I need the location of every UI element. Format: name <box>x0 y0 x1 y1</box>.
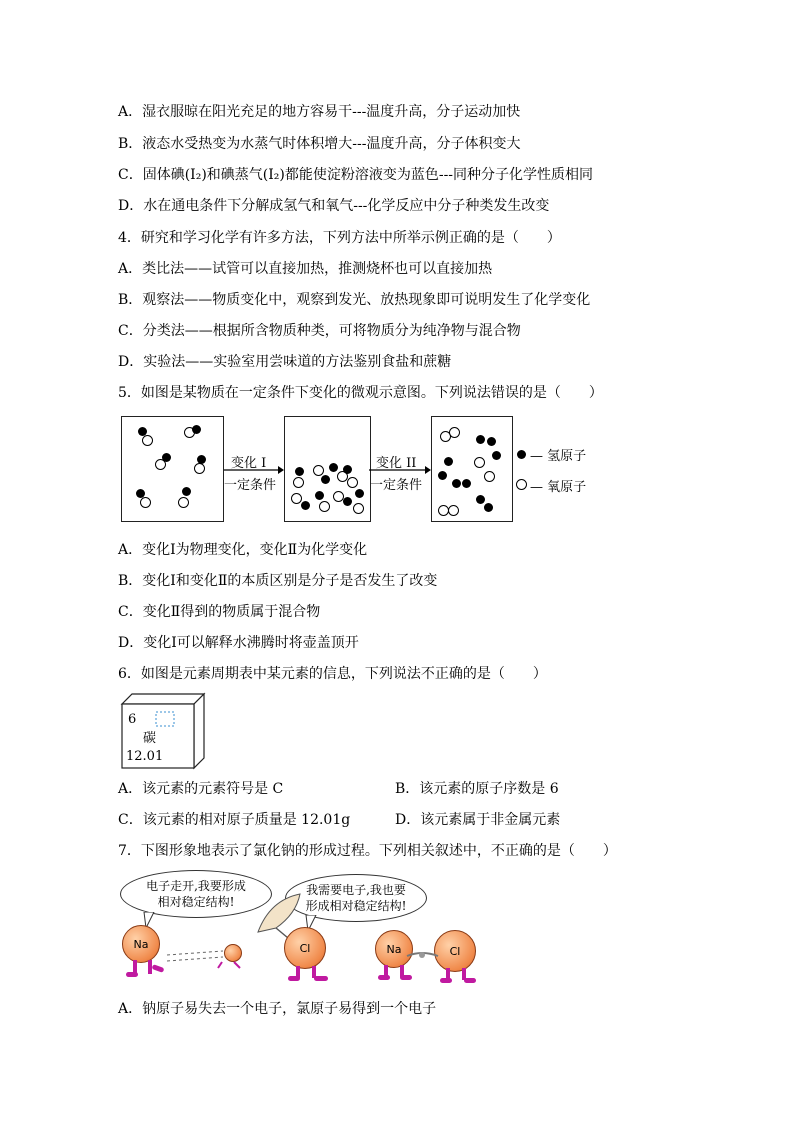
q3-option-a: A．湿衣服晾在阳光充足的地方容易干---温度升高，分子运动加快 <box>118 104 521 120</box>
q5-stem: 5．如图是某物质在一定条件下变化的微观示意图。下列说法错误的是（ ） <box>118 385 603 401</box>
q5-option-d: D．变化Ⅰ可以解释水沸腾时将壶盖顶开 <box>118 635 359 651</box>
q3-option-b: B．液态水受热变为水蒸气时体积增大---温度升高，分子体积变大 <box>118 136 521 152</box>
q4-option-c: C．分类法——根据所含物质种类，可将物质分为纯净物与混合物 <box>118 323 521 339</box>
q6-option-c: C．该元素的相对原子质量是 12.01g <box>118 812 351 828</box>
atomic-number: 6 <box>128 712 137 727</box>
arrow-2-bottom-label: 一定条件 <box>370 478 423 493</box>
chloride-ion-figure: Cl <box>434 930 476 972</box>
legend-hydrogen: — 氢原子 <box>530 449 587 464</box>
q7-option-a: A．钠原子易失去一个电子，氯原子易得到一个电子 <box>118 1001 437 1017</box>
element-name: 碳 <box>143 731 157 746</box>
arrow-2-top-label: 变化 II <box>376 456 417 471</box>
state-box-2 <box>284 416 371 522</box>
q4-option-a: A．类比法——试管可以直接加热，推测烧杯也可以直接加热 <box>118 261 493 277</box>
chlorine-atom-figure: Cl <box>284 927 326 969</box>
q6-option-a: A．该元素的元素符号是 C <box>118 781 284 797</box>
q6-option-b: B．该元素的原子序数是 6 <box>395 781 559 797</box>
holding-hands <box>405 948 440 964</box>
q6-option-d: D．该元素属于非金属元素 <box>395 812 561 828</box>
q6-stem: 6．如图是元素周期表中某元素的信息，下列说法不正确的是（ ） <box>118 666 547 682</box>
q5-option-b: B．变化Ⅰ和变化Ⅱ的本质区别是分子是否发生了改变 <box>118 573 438 589</box>
state-box-1 <box>121 416 224 522</box>
sodium-ion-figure: Na <box>375 930 413 968</box>
oxygen-legend-icon <box>516 479 527 490</box>
legend-oxygen: — 氧原子 <box>530 480 587 495</box>
q4-stem: 4．研究和学习化学有许多方法，下列方法中所举示例正确的是（ ） <box>118 230 561 246</box>
q5-option-c: C．变化Ⅱ得到的物质属于混合物 <box>118 604 321 620</box>
speech-bubble-cl: 我需要电子,我也要 形成相对稳定结构! <box>285 874 427 922</box>
atomic-mass: 12.01 <box>126 749 164 764</box>
state-box-3 <box>431 416 513 522</box>
q4-option-d: D．实验法——实验室用尝味道的方法鉴别食盐和蔗糖 <box>118 354 452 370</box>
hydrogen-legend-icon <box>517 450 526 459</box>
arrow-1 <box>224 466 284 474</box>
arrow-1-bottom-label: 一定条件 <box>224 478 277 493</box>
q4-option-b: B．观察法——物质变化中，观察到发光、放热现象即可说明发生了化学变化 <box>118 292 591 308</box>
q7-stem: 7．下图形象地表示了氯化钠的形成过程。下列相关叙述中，不正确的是（ ） <box>118 843 617 859</box>
sodium-atom-figure: Na <box>122 925 160 963</box>
arrow-1-top-label: 变化 I <box>231 456 267 471</box>
q3-option-d: D．水在通电条件下分解成氢气和氧气---化学反应中分子种类发生改变 <box>118 198 550 214</box>
q3-option-c: C．固体碘(I₂)和碘蒸气(I₂)都能使淀粉溶液变为蓝色---同种分子化学性质相同 <box>118 167 594 183</box>
q5-option-a: A．变化Ⅰ为物理变化，变化Ⅱ为化学变化 <box>118 542 368 558</box>
arrow-2 <box>369 466 431 474</box>
speech-bubble-na: 电子走开,我要形成 相对稳定结构! <box>120 870 272 918</box>
